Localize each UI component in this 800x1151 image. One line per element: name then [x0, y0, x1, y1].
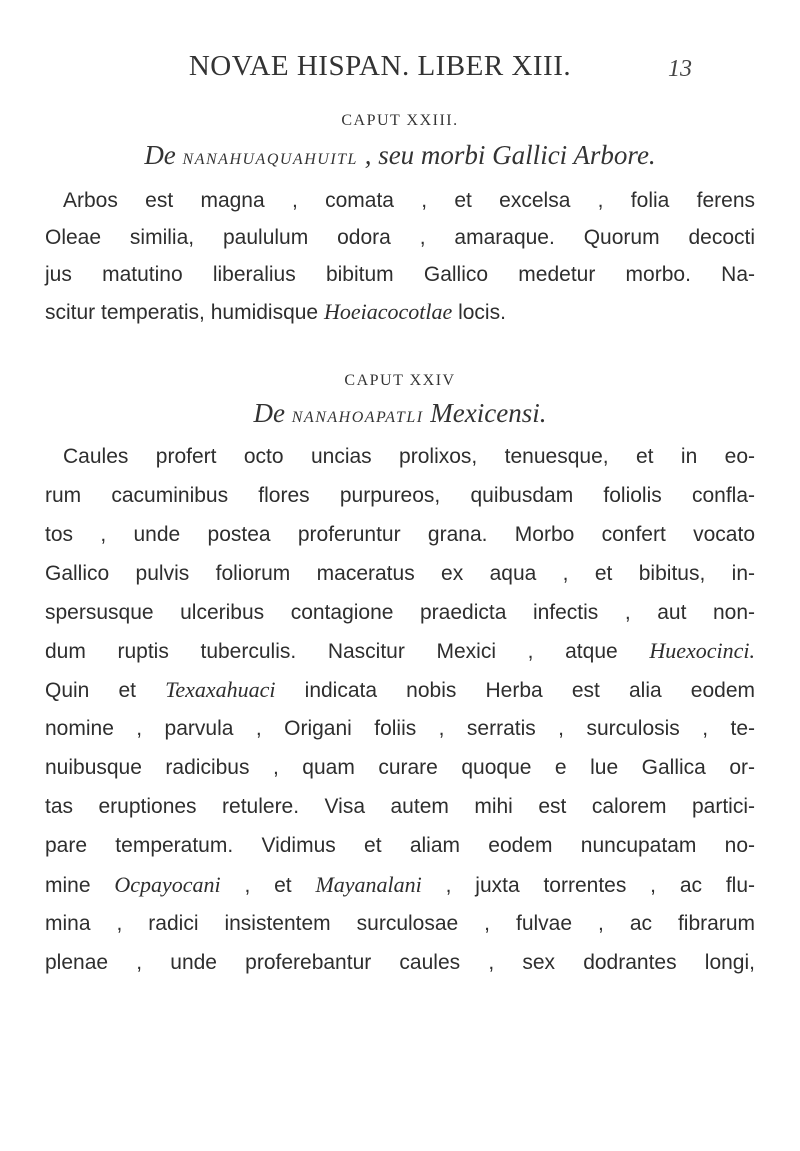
subtitle-de: De [253, 398, 285, 428]
plant-name-italic: Texaxahuaci [165, 677, 276, 703]
subtitle-rest: , seu morbi Gallici Arbore. [364, 140, 656, 170]
text-line: jus matutino liberalius bibitum Gallico medetur morbo. Na- [45, 263, 755, 286]
chapter-subtitle [0, 140, 800, 171]
plant-name: NANAHUAQUAHUITL [182, 151, 358, 168]
place-name: Huexocinci. [649, 638, 755, 664]
paragraph [45, 182, 755, 330]
text-line: Arbos est magna , comata , et excelsa , folia ferens [63, 189, 755, 212]
plant-name-italic: Mayanalani [315, 871, 422, 897]
text-line: dum ruptis tuberculis. Nascitur Mexici , atque Huexocinci. [45, 638, 755, 664]
chapter-subtitle [0, 398, 800, 429]
text-line: Gallico pulvis foliorum maceratus ex aqua , et bibitus, in- [45, 561, 755, 585]
text-line: Caules profert octo uncias prolixos, tenuesque, et in eo- [63, 445, 755, 468]
page-number: 13 [668, 56, 692, 82]
chapter-heading: CAPUT XXIII. [341, 112, 459, 129]
plant-name-italic: Ocpayocani [114, 871, 221, 897]
text-line: mina , radici insistentem surculosae , fulvae , ac fibrarum [45, 911, 755, 935]
text-line: scitur temperatis, humidisque Hoeiacocotlae locis. [45, 299, 506, 324]
text-line: spersusque ulceribus contagione praedicta infectis , aut non- [45, 600, 755, 624]
plant-name: NANAHOAPATLI [291, 409, 424, 426]
running-head: NOVAE HISPAN. LIBER XIII. [188, 50, 572, 82]
text-line: plenae , unde proferebantur caules , sex dodrantes longi, [45, 950, 755, 974]
text-line: tas eruptiones retulere. Visa autem mihi est calorem partici- [45, 795, 755, 819]
paragraph [45, 438, 755, 982]
chapter-heading: CAPUT XXIV [344, 372, 456, 389]
text-line: tos , unde postea proferuntur grana. Morbo confert vocato [45, 522, 755, 546]
text-line: nomine , parvula , Origani foliis , serratis , surculosis , te- [45, 717, 755, 741]
place-name: Hoeiacocotlae [323, 299, 453, 324]
text-line: Quin et Texaxahuaci indicata nobis Herba est alia eodem [45, 677, 756, 703]
text-line: Oleae similia, paululum odora , amaraque. Quorum decocti [45, 226, 755, 249]
subtitle-de: De [144, 140, 176, 170]
text-line: mine Ocpayocani , et Mayanalani , juxta torrentes , ac flu- [45, 871, 755, 897]
text-line: rum cacuminibus flores purpureos, quibusdam foliolis confla- [45, 483, 755, 507]
text-line: nuibusque radicibus , quam curare quoque e lue Gallica or- [45, 756, 755, 780]
subtitle-rest: Mexicensi. [430, 398, 547, 428]
text-line: pare temperatum. Vidimus et aliam eodem nuncupatam no- [45, 833, 755, 857]
